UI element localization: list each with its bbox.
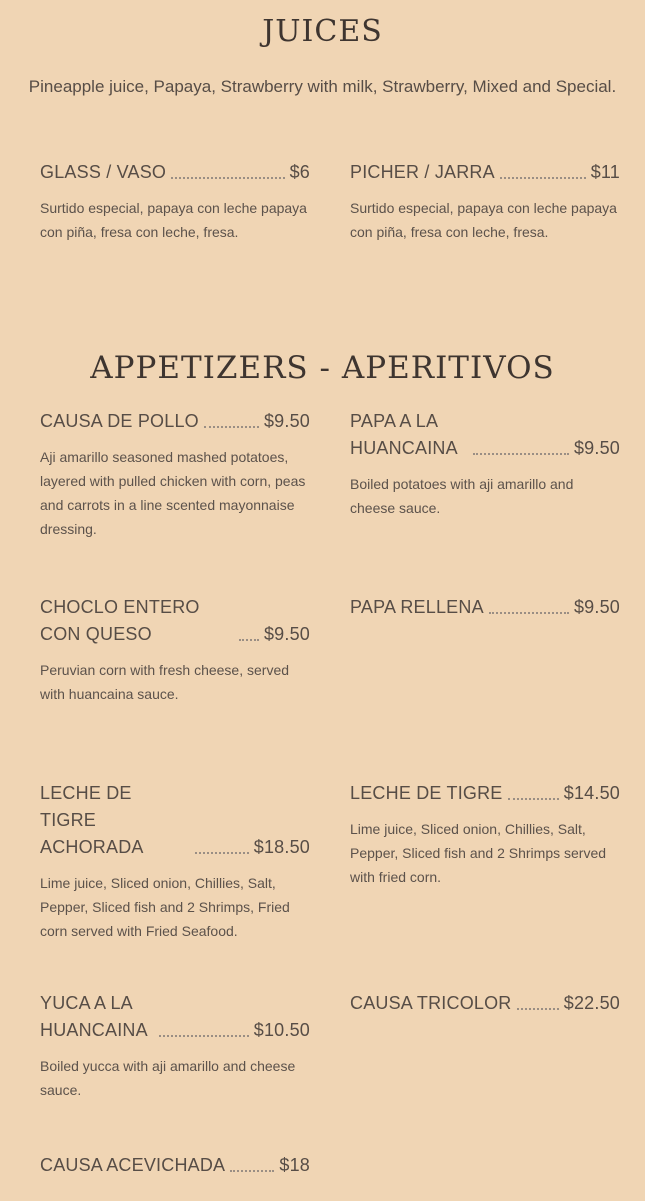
- menu-item-name: CAUSA DE POLLO: [40, 411, 199, 431]
- menu-item-price: $10.50: [253, 1020, 310, 1040]
- menu-item-name: CAUSA ACEVICHADA: [40, 1155, 226, 1175]
- dot-leader: [239, 639, 259, 641]
- dot-leader: [508, 798, 559, 800]
- dot-leader: [517, 1008, 559, 1010]
- menu-item-header: [350, 594, 620, 621]
- juices-subtitle: Pineapple juice, Papaya, Strawberry with milk, Strawberry, Mixed and Special.: [28, 77, 617, 96]
- juices-title: JUICES: [262, 14, 383, 49]
- menu-item-description: Boiled yucca with aji amarillo and cheese sauce.: [40, 1058, 296, 1098]
- menu-item-price: $6: [289, 162, 310, 182]
- menu-item-glass: [40, 159, 310, 244]
- menu-item-price: $18: [279, 1155, 310, 1175]
- menu-item-name: PAPA A LA HUANCAINA: [350, 411, 458, 458]
- menu-item-header: [350, 408, 620, 462]
- menu-item-leche-tigre-achorada: [40, 780, 310, 943]
- dot-leader: [500, 177, 586, 179]
- menu-item-header: [40, 990, 310, 1044]
- menu-item-description: Aji amarillo seasoned mashed potatoes, layered with pulled chicken with corn, peas and carrots in a line scented mayonnaise dressing.: [40, 449, 306, 537]
- menu-item-price: $9.50: [263, 411, 310, 431]
- menu-item-papa-huancaina: [350, 408, 620, 520]
- menu-item-header: [40, 594, 310, 648]
- menu-item-price: $9.50: [573, 597, 620, 617]
- dot-leader: [171, 177, 284, 179]
- dot-leader: [195, 852, 249, 854]
- menu-item-description: Surtido especial, papaya con leche papaya con piña, fresa con leche, fresa.: [40, 200, 307, 240]
- dot-leader: [473, 453, 569, 455]
- menu-item-price: $9.50: [573, 438, 620, 458]
- menu-item-price: $11: [590, 162, 620, 182]
- menu-item-header: [40, 780, 310, 861]
- menu-item-description: Lime juice, Sliced onion, Chillies, Salt, Pepper, Sliced fish and 2 Shrimps served with fried corn.: [350, 821, 607, 885]
- menu-item-causa-de-pollo: [40, 408, 310, 541]
- menu-item-header: [350, 159, 620, 186]
- menu-item-name: GLASS / VASO: [40, 162, 167, 182]
- menu-item-description: Surtido especial, papaya con leche papaya con piña, fresa con leche, fresa.: [350, 200, 617, 240]
- menu-item-name: LECHE DE TIGRE ACHORADA: [40, 783, 144, 857]
- menu-item-header: [350, 990, 620, 1017]
- menu-item-choclo: [40, 594, 310, 706]
- menu-item-name: CHOCLO ENTERO CON QUESO: [40, 597, 200, 644]
- menu-item-price: $18.50: [253, 837, 310, 857]
- menu-item-description: Peruvian corn with fresh cheese, served with huancaina sauce.: [40, 662, 290, 702]
- menu-item-description: Boiled potatoes with aji amarillo and cheese sauce.: [350, 476, 574, 516]
- menu-item-price: $9.50: [263, 624, 310, 644]
- menu-item-header: [350, 780, 620, 807]
- menu-item-description: Lime juice, Sliced onion, Chillies, Salt, Pepper, Sliced fish and 2 Shrimps, Fried corn served with Fried Seafood.: [40, 875, 290, 939]
- menu-item-header: [40, 1152, 310, 1179]
- menu-item-header: [40, 408, 310, 435]
- menu-item-leche-tigre: [350, 780, 620, 889]
- dot-leader: [489, 612, 569, 614]
- menu-item-price: $22.50: [563, 993, 620, 1013]
- menu-item-name: YUCA A LA HUANCAINA: [40, 993, 148, 1040]
- menu-item-name: PICHER / JARRA: [350, 162, 495, 182]
- menu-item-price: $14.50: [563, 783, 620, 803]
- menu-item-header: [40, 159, 310, 186]
- dot-leader: [204, 426, 259, 428]
- menu-item-papa-rellena: [350, 594, 620, 621]
- menu-item-causa-acevichada: [40, 1152, 310, 1179]
- dot-leader: [159, 1035, 249, 1037]
- menu-item-name: PAPA RELLENA: [350, 597, 484, 617]
- dot-leader: [230, 1170, 274, 1172]
- menu-item-name: CAUSA TRICOLOR: [350, 993, 512, 1013]
- menu-item-causa-tricolor: [350, 990, 620, 1017]
- menu-item-pitcher: [350, 159, 620, 244]
- menu-item-yuca-huancaina: [40, 990, 310, 1102]
- appetizers-title: APPETIZERS - APERITIVOS: [90, 350, 555, 386]
- menu-item-name: LECHE DE TIGRE: [350, 783, 503, 803]
